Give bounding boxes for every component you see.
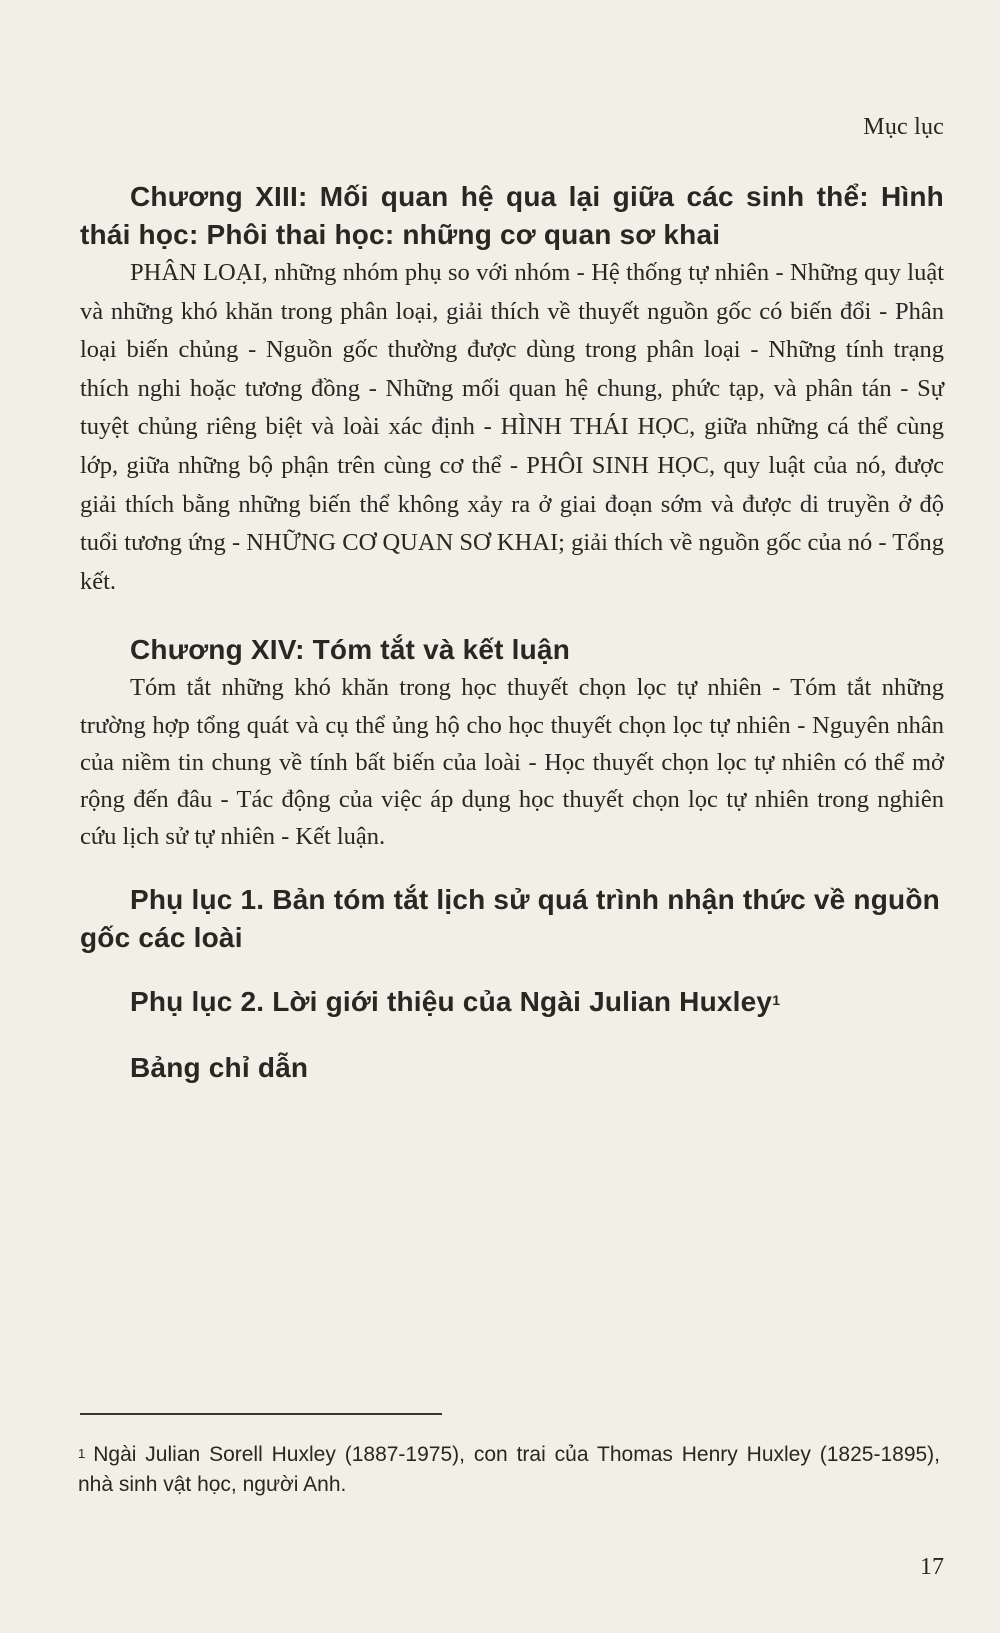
footnote xyxy=(78,1440,940,1500)
chapter-13-title: Chương XIII: Mối quan hệ qua lại giữa các sinh thể: Hình thái học: Phôi thai học: những cơ quan sơ khai xyxy=(80,181,944,250)
toc-content xyxy=(80,178,944,1087)
footnote-reference[interactable]: 1 xyxy=(772,992,781,1009)
footnote-text: Ngài Julian Sorell Huxley (1887-1975), con trai của Thomas Henry Huxley (1825-1895), nhà sinh vật học, người Anh. xyxy=(78,1443,940,1496)
page-number: 17 xyxy=(920,1554,944,1580)
footnote-divider xyxy=(80,1413,442,1415)
appendix-2-heading xyxy=(80,983,944,1021)
toc-entry-chapter-14 xyxy=(80,631,944,855)
index-title: Bảng chỉ dẫn xyxy=(130,1052,309,1084)
appendix-2-title: Phụ lục 2. Lời giới thiệu của Ngài Julian Huxley xyxy=(130,986,773,1018)
chapter-13-summary: PHÂN LOẠI, những nhóm phụ so với nhóm - Hệ thống tự nhiên - Những quy luật và những khó khăn trong phân loại, giải thích về thuyết nguồn gốc có biến đổi - Phân loại biến chủng - Nguồn gốc thường được dùng trong phân loại - Những tính trạng thích nghi hoặc tương đồng - Những mối quan hệ chung, phức tạp, và phân tán - Sự tuyệt chủng riêng biệt và loài xác định - HÌNH THÁI HỌC, giữa những cá thể cùng lớp, giữa những bộ phận trên cùng cơ thể - PHÔI SINH HỌC, quy luật của nó, được giải thích bằng những biến thể không xảy ra ở giai đoạn sớm và được di truyền ở độ tuổi tương ứng - NHỮNG CƠ QUAN SƠ KHAI; giải thích về nguồn gốc của nó - Tổng kết. xyxy=(80,259,944,595)
chapter-14-title: Chương XIV: Tóm tắt và kết luận xyxy=(130,634,570,666)
toc-entry-chapter-13 xyxy=(80,178,944,601)
appendix-1-title: Phụ lục 1. Bản tóm tắt lịch sử quá trình nhận thức về nguồn gốc các loài xyxy=(80,884,940,954)
footnote-mark: 1 xyxy=(78,1446,86,1461)
running-head: Mục lục xyxy=(863,114,944,140)
chapter-14-summary: Tóm tắt những khó khăn trong học thuyết chọn lọc tự nhiên - Tóm tắt những trường hợp tổng quát và cụ thể ủng hộ cho học thuyết chọn lọc tự nhiên - Nguyên nhân của niềm tin chung về tính bất biến của loài - Học thuyết chọn lọc tự nhiên có thể mở rộng đến đâu - Tác động của việc áp dụng học thuyết chọn lọc tự nhiên trong nghiên cứu lịch sử tự nhiên - Kết luận. xyxy=(80,674,944,851)
